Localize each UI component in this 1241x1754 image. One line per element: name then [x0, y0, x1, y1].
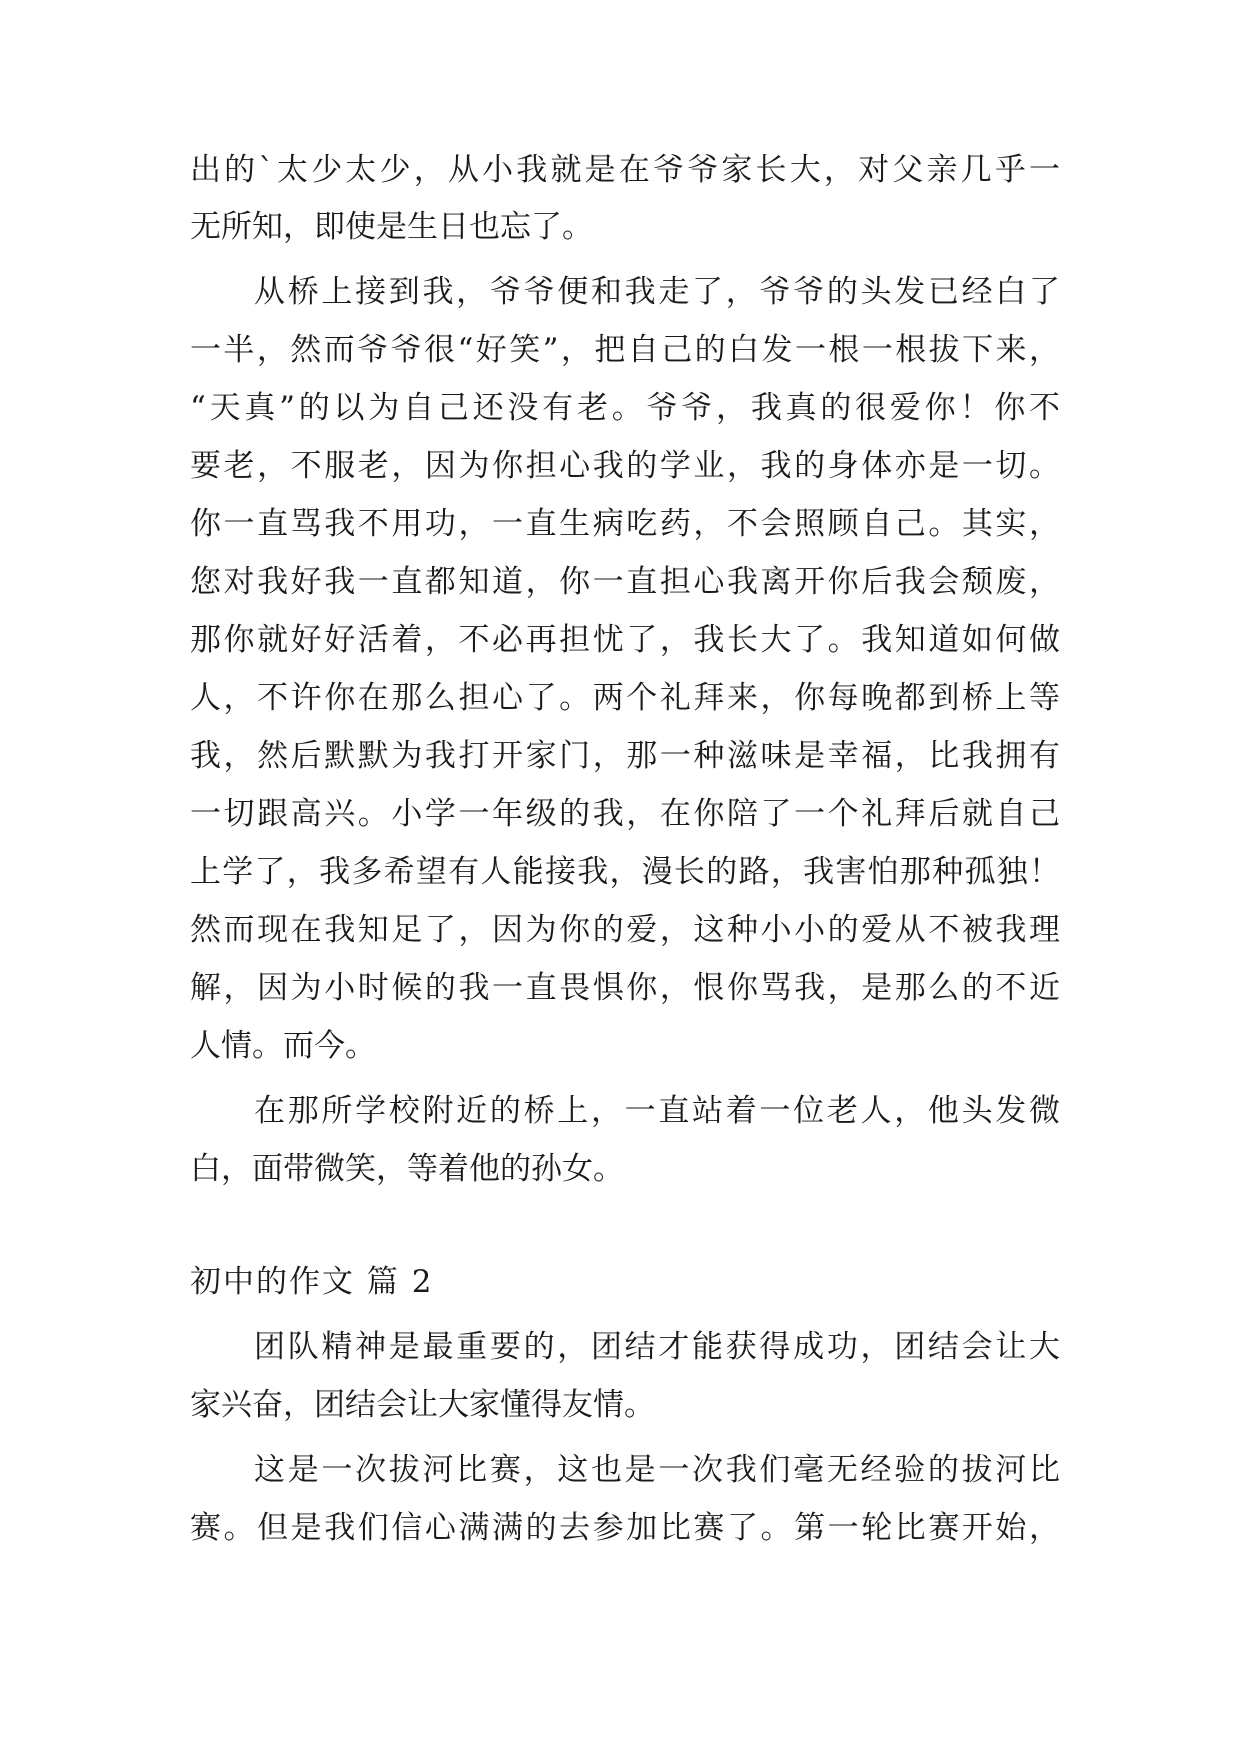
body-text-line: 解，因为小时候的我一直畏惧你，恨你骂我，是那么的不近 — [190, 970, 1060, 1006]
body-text-line: 然而现在我知足了，因为你的爱，这种小小的爱从不被我理 — [190, 912, 1060, 948]
body-text-line: 那你就好好活着，不必再担忧了，我长大了。我知道如何做 — [190, 622, 1060, 658]
body-text-line: 一半，然而爷爷很“好笑”，把自己的白发一根一根拔下来， — [190, 332, 1060, 368]
body-text-line: 人，不许你在那么担心了。两个礼拜来，你每晚都到桥上等 — [190, 680, 1060, 716]
body-text-line: 家兴奋，团结会让大家懂得友情。 — [190, 1387, 655, 1423]
body-text-line: 无所知，即使是生日也忘了。 — [190, 209, 593, 245]
body-text-line: 一切跟高兴。小学一年级的我，在你陪了一个礼拜后就自己 — [190, 796, 1060, 832]
paragraph-first-line: 在那所学校附近的桥上，一直站着一位老人，他头发微 — [254, 1093, 1060, 1129]
section-heading: 初中的作文 篇 2 — [190, 1264, 434, 1300]
paragraph-first-line: 从桥上接到我，爷爷便和我走了，爷爷的头发已经白了 — [254, 274, 1060, 310]
body-text-line: 要老，不服老，因为你担心我的学业，我的身体亦是一切。 — [190, 448, 1060, 484]
paragraph-first-line: 这是一次拔河比赛，这也是一次我们毫无经验的拔河比 — [254, 1452, 1060, 1488]
body-text-line: 赛。但是我们信心满满的去参加比赛了。第一轮比赛开始， — [190, 1510, 1060, 1546]
body-text-line: 上学了，我多希望有人能接我，漫长的路，我害怕那种孤独！ — [190, 854, 1060, 890]
body-text-line: “天真”的以为自己还没有老。爷爷，我真的很爱你！你不 — [190, 390, 1060, 426]
paragraph-first-line: 团队精神是最重要的，团结才能获得成功，团结会让大 — [254, 1329, 1060, 1365]
body-text-line: 白，面带微笑，等着他的孙女。 — [190, 1151, 624, 1187]
body-text-line: 出的`太少太少，从小我就是在爷爷家长大，对父亲几乎一 — [190, 152, 1060, 188]
body-text-line: 人情。而今。 — [190, 1028, 376, 1064]
body-text-line: 您对我好我一直都知道，你一直担心我离开你后我会颓废， — [190, 564, 1060, 600]
body-text-line: 我，然后默默为我打开家门，那一种滋味是幸福，比我拥有 — [190, 738, 1060, 774]
body-text-line: 你一直骂我不用功，一直生病吃药，不会照顾自己。其实， — [190, 506, 1060, 542]
